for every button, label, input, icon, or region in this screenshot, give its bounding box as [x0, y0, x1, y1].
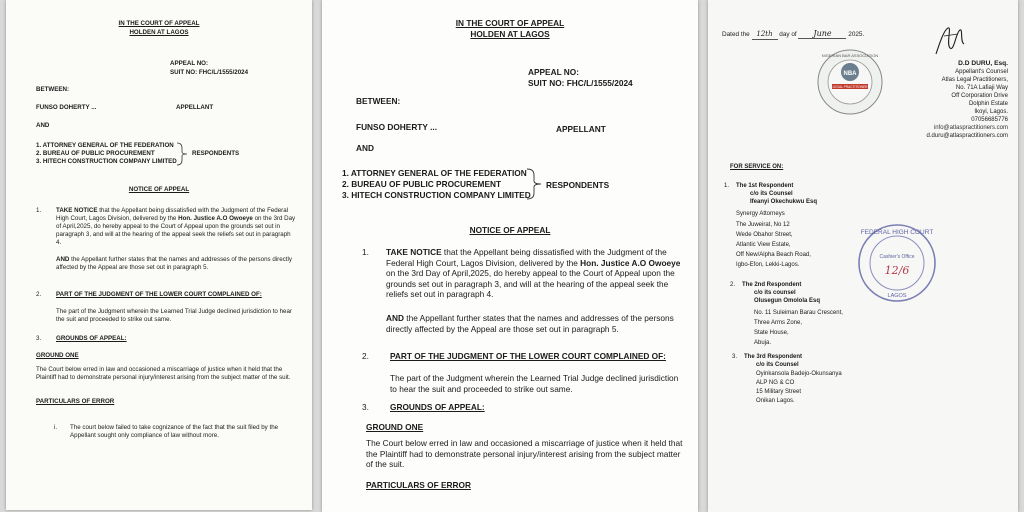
service-1-counsel: Ifeanyi Okechukwu Esq [750, 199, 818, 205]
between-label: BETWEEN: [36, 86, 69, 93]
para1-num: 1. [362, 247, 369, 257]
svg-text:NIGERIAN BAR ASSOCIATION: NIGERIAN BAR ASSOCIATION [821, 53, 879, 58]
respondent-1: 1. ATTORNEY GENERAL OF THE FEDERATION [342, 168, 527, 178]
ground-one-text: The Court below erred in law and occasioned a miscarriage of justice when it held that the Plaintiff had to demonstrate personal injury/interest arising from the subject matter of the suit. [366, 438, 683, 470]
respondent-3: 3. HITECH CONSTRUCTION COMPANY LIMITED [342, 190, 531, 200]
service-1-num: 1. [724, 183, 730, 189]
appeal-no: APPEAL NO: [170, 60, 209, 67]
respondents-brace [176, 142, 190, 166]
service-3-co: c/o its Counsel [756, 362, 799, 368]
counsel-phone: 07056685776 [971, 117, 1008, 123]
appellant-name: FUNSO DOHERTY ... [36, 104, 97, 111]
respondent-1: 1. ATTORNEY GENERAL OF THE FEDERATION [36, 142, 174, 149]
para1-num: 1. [36, 207, 42, 214]
document-page-middle [322, 0, 698, 512]
court-venue: HOLDEN AT LAGOS [470, 29, 550, 39]
para1b-text: AND the Appellant further states that the names and addresses of the persons directly affected by the Appeal are those set out in paragraph 5. [386, 313, 674, 334]
counsel-line-2: Atlas Legal Practitioners, [941, 77, 1008, 83]
service-2-line-4: Abuja. [754, 340, 772, 346]
para2-text: The part of the Judgment wherein the Learned Trial Judge declined jurisdiction to hear the suit and proceeded to strike out same. [56, 308, 292, 323]
para1b-text: AND the Appellant further states that the names and addresses of the persons directly affected by the Appeal are those set out in paragraph 5. [56, 256, 292, 271]
service-3-title: The 3rd Respondent [744, 354, 803, 360]
signature-icon [930, 22, 970, 58]
service-3-line-4: Onikan Lagos. [756, 398, 795, 404]
para2-text: The part of the Judgment wherein the Learned Trial Judge declined jurisdiction to hear the suit and proceeded to strike out same. [390, 373, 679, 394]
service-2-counsel: Olusegun Omolola Esq [754, 298, 821, 304]
svg-text:NBA: NBA [843, 71, 857, 77]
service-1-co: c/o its Counsel [750, 191, 793, 197]
service-2-line-2: Three Arms Zone, [754, 320, 803, 326]
suit-no: SUIT NO: FHC/L/1555/2024 [528, 78, 633, 88]
para3-num: 3. [362, 402, 369, 412]
service-2-co: c/o its counsel [754, 290, 796, 296]
dated-line: Dated the 12th day of June 2025. [722, 29, 865, 38]
respondents-label: RESPONDENTS [192, 150, 240, 157]
service-2-line-1: No. 11 Suleiman Barau Crescent, [754, 310, 843, 316]
and-label: AND [36, 122, 50, 129]
court-stamp-icon [856, 222, 938, 304]
service-3-num: 3. [732, 354, 738, 360]
para2-heading: PART OF THE JUDGMENT OF THE LOWER COURT COMPLAINED OF: [56, 291, 262, 298]
dated-month: June [798, 30, 846, 39]
service-3-line-1: Oyinkansola Badejo-Okunsanya [756, 371, 842, 377]
for-service-heading: FOR SERVICE ON: [730, 164, 784, 170]
nba-stamp-icon [816, 48, 884, 116]
particulars-heading: PARTICULARS OF ERROR [366, 480, 471, 490]
service-2-num: 2. [730, 282, 736, 288]
service-1-line-4: Atlantic View Estate, [736, 242, 791, 248]
service-1-line-3: Wede Obahor Street, [736, 232, 793, 238]
svg-text:LAGOS: LAGOS [887, 293, 907, 299]
counsel-line-4: Off Corporation Drive [951, 93, 1008, 99]
svg-text:12/6: 12/6 [884, 264, 910, 277]
para2-num: 2. [36, 291, 42, 298]
para2-num: 2. [362, 351, 369, 361]
particulars-item-num: i. [54, 424, 58, 431]
notice-heading: NOTICE OF APPEAL [469, 225, 551, 235]
para1-text: TAKE NOTICE that the Appellant being dissatisfied with the Judgment of the Federal High Court, Lagos Division, delivered by the Hon. Justice A.O Owoeye on the 3rd Day of April,2025, do hereby appeal to the Court of Appeal upon the grounds set out in paragraph 3, and will at the hearing of the appeal seek the reliefs set out in paragraph 4. [56, 207, 296, 246]
ground-one-text: The Court below erred in law and occasioned a miscarriage of justice when it held that the Plaintiff had to demonstrate personal injury/interest arising from the subject matter of the suit. [36, 366, 291, 381]
counsel-name: D.D DURU, Esq. [958, 60, 1008, 67]
para1-text: TAKE NOTICE that the Appellant being dissatisfied with the Judgment of the Federal High Court, Lagos Division, delivered by the Hon. Justice A.O Owoeye on the 3rd Day of April,2025, do hereby appeal to the Court of Appeal upon the grounds set out in paragraph 3, and will at the hearing of the appeal seek the reliefs set out in paragraph 4. [386, 247, 681, 300]
counsel-line-5: Dolphin Estate [968, 101, 1008, 107]
service-1-line-6: Igbo-Efon, Lekki-Lagos. [736, 262, 800, 268]
service-1-line-1: Synergy Attorneys [736, 211, 785, 217]
particulars-item-text: The court below failed to take cognizance of the fact that the suit filed by the Appellant sought only compliance of law without more. [70, 424, 279, 439]
document-page-right [708, 0, 1018, 512]
and-label: AND [356, 143, 374, 153]
svg-text:FEDERAL HIGH COURT: FEDERAL HIGH COURT [860, 229, 934, 236]
service-1-line-5: Off New/Alpha Beach Road, [736, 252, 811, 258]
ground-one-heading: GROUND ONE [36, 352, 79, 359]
court-venue: HOLDEN AT LAGOS [129, 29, 189, 36]
notice-heading: NOTICE OF APPEAL [128, 186, 190, 193]
court-title: IN THE COURT OF APPEAL [118, 20, 200, 27]
appellant-role: APPELLANT [176, 104, 214, 111]
service-1-title: The 1st Respondent [736, 183, 794, 189]
service-3-line-3: 15 Military Street [756, 389, 802, 395]
appellant-name: FUNSO DOHERTY ... [356, 122, 437, 132]
suit-no: SUIT NO: FHC/L/1555/2024 [170, 69, 249, 76]
counsel-email-2[interactable]: d.duru@atlaspractitioners.com [926, 133, 1008, 139]
service-2-line-3: State House, [754, 330, 789, 336]
court-title: IN THE COURT OF APPEAL [455, 18, 565, 28]
para3-heading: GROUNDS OF APPEAL: [56, 335, 127, 342]
service-2-title: The 2nd Respondent [742, 282, 802, 288]
ground-one-heading: GROUND ONE [366, 422, 424, 432]
para3-heading: GROUNDS OF APPEAL: [390, 402, 485, 412]
svg-text:LEGAL PRACTITIONER: LEGAL PRACTITIONER [832, 85, 868, 89]
between-label: BETWEEN: [356, 96, 401, 106]
respondent-2: 2. BUREAU OF PUBLIC PROCUREMENT [342, 179, 502, 189]
respondent-3: 3. HITECH CONSTRUCTION COMPANY LIMITED [36, 158, 177, 165]
service-3-line-2: ALP NG & CO [756, 380, 795, 386]
counsel-line-3: No. 71A Lafiaji Way [955, 85, 1008, 91]
para2-heading: PART OF THE JUDGMENT OF THE LOWER COURT COMPLAINED OF: [390, 351, 666, 361]
appellant-role: APPELLANT [556, 124, 606, 134]
svg-text:Cashier's Office: Cashier's Office [879, 254, 915, 260]
counsel-line-1: Appellant's Counsel [955, 69, 1008, 75]
respondents-label: RESPONDENTS [546, 180, 610, 190]
particulars-heading: PARTICULARS OF ERROR [36, 398, 115, 405]
respondents-brace [526, 168, 544, 200]
appeal-no: APPEAL NO: [528, 67, 580, 77]
document-page-left [6, 0, 312, 510]
respondent-2: 2. BUREAU OF PUBLIC PROCUREMENT [36, 150, 155, 157]
service-1-line-2: The Juweirat, No 12 [736, 222, 790, 228]
para3-num: 3. [36, 335, 42, 342]
counsel-line-6: Ikoyi, Lagos. [974, 109, 1008, 115]
counsel-email-1[interactable]: info@atlaspractitioners.com [933, 125, 1008, 131]
dated-day: 12th [752, 31, 778, 40]
